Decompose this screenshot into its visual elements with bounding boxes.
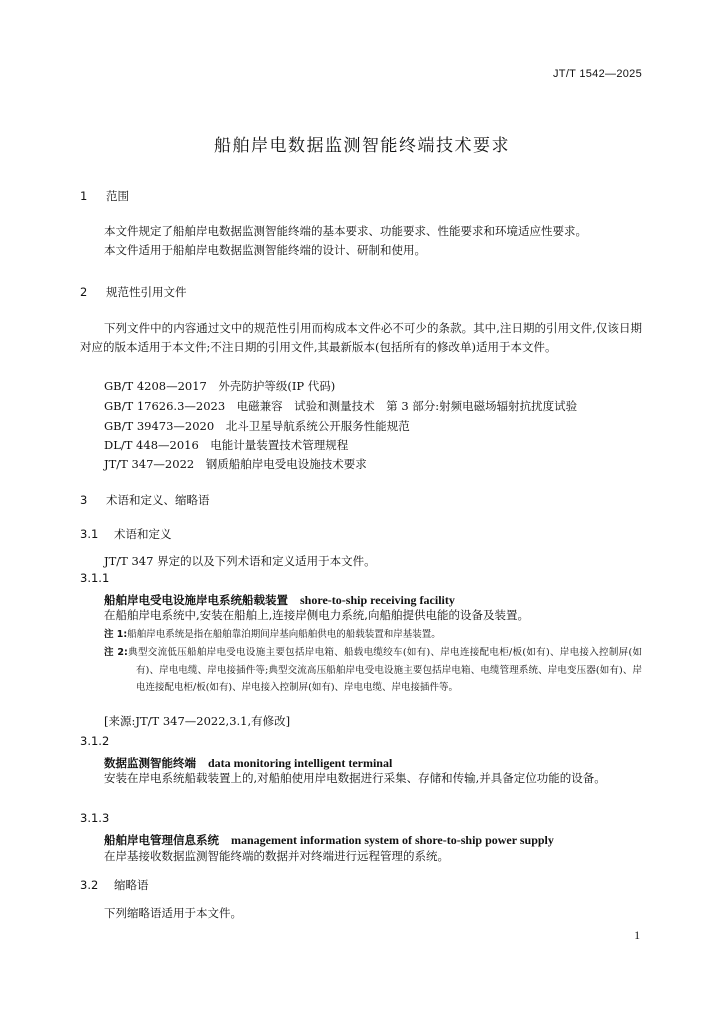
term-number: 3.1.2: [80, 734, 110, 748]
term-english: management information system of shore-to-ship power supply: [231, 833, 554, 847]
term-chinese: 船舶岸电受电设施岸电系统船载装置: [104, 593, 288, 607]
scope-paragraph-1: 本文件规定了船舶岸电数据监测智能终端的基本要求、功能要求、性能要求和环境适应性要求。: [104, 224, 587, 238]
term-english: shore-to-ship receiving facility: [300, 593, 455, 607]
term-definition: 在岸基接收数据监测智能终端的数据并对终端进行远程管理的系统。: [104, 849, 449, 863]
normative-references-intro: 下列文件中的内容通过文中的规范性引用而构成本文件必不可少的条款。其中,注日期的引用文件,仅该日期对应的版本适用于本文件;不注日期的引用文件,其最新版本(包括所有的修改单)适用于本文件。: [80, 321, 642, 354]
note-text: 船舶岸电系统是指在船舶靠泊期间岸基向船舶供电的船载装置和岸基装置。: [127, 629, 441, 640]
term-english: data monitoring intelligent terminal: [208, 756, 393, 770]
section-title: 范围: [106, 189, 129, 203]
term-source: [来源:JT/T 347—2022,3.1,有修改]: [104, 714, 291, 728]
reference-title: 钢质船舶岸电受电设施技术要求: [205, 457, 367, 471]
section-3-1-heading: [80, 526, 172, 542]
note-label: 注 1:: [104, 629, 128, 640]
page-number: 1: [634, 930, 640, 942]
section-title: 缩略语: [114, 878, 149, 892]
reference-title: 外壳防护等级(IP 代码): [218, 379, 336, 393]
reference-code: DL/T 448—2016: [104, 438, 199, 452]
term-chinese: 数据监测智能终端: [104, 756, 196, 770]
section-3-heading: [80, 492, 210, 508]
term-definition: 安装在岸电系统船载装置上的,对船舶使用岸电数据进行采集、存储和传输,并具备定位功能的设备。: [104, 771, 606, 785]
term-number: 3.1.3: [80, 811, 110, 825]
section-number: 2: [80, 285, 88, 299]
reference-title: 电能计量装置技术管理规程: [210, 438, 349, 452]
reference-code: GB/T 17626.3—2023: [104, 399, 226, 413]
term-number: 3.1.1: [80, 571, 110, 585]
section-number: 3.1: [80, 527, 99, 541]
note-text: 典型交流低压船舶岸电受电设施主要包括岸电箱、船载电缆绞车(如有)、岸电连接配电柜/板(如有)、岸电接入控制屏(如有)、岸电电缆、岸电接插件等;典型交流高压船舶岸电受电设施主要包括岸电箱、电缆管理系统、岸电变压器(如有)、岸电连接配电柜/板(如有)、岸电接入控制屏(如有)、岸电电缆、岸电接插件等。: [127, 647, 643, 693]
reference-item: [104, 418, 410, 434]
term-heading: [104, 829, 554, 848]
standard-code: JT/T 1542—2025: [553, 68, 642, 80]
document-title: 船舶岸电数据监测智能终端技术要求: [214, 136, 510, 156]
abbreviations-intro: 下列缩略语适用于本文件。: [104, 906, 242, 920]
reference-item: [104, 437, 348, 453]
section-number: 3.2: [80, 878, 99, 892]
scope-paragraph-2: 本文件适用于船舶岸电数据监测智能终端的设计、研制和使用。: [104, 243, 426, 257]
term-definition: 在船舶岸电系统中,安装在船舶上,连接岸侧电力系统,向船舶提供电能的设备及装置。: [104, 608, 529, 622]
reference-title: 电磁兼容 试验和测量技术 第 3 部分:射频电磁场辐射抗扰度试验: [236, 399, 578, 413]
section-number: 1: [80, 189, 88, 203]
section-3-2-heading: [80, 877, 149, 893]
term-chinese: 船舶岸电管理信息系统: [104, 833, 219, 847]
reference-code: GB/T 4208—2017: [104, 379, 207, 393]
section-title: 术语和定义、缩略语: [106, 493, 210, 507]
note-1: [104, 626, 642, 644]
reference-item: [104, 398, 577, 414]
reference-code: JT/T 347—2022: [104, 457, 195, 471]
section-2-heading: [80, 284, 187, 300]
note-label: 注 2:: [104, 647, 128, 658]
reference-title: 北斗卫星导航系统公开服务性能规范: [225, 419, 410, 433]
note-2: [104, 644, 642, 697]
section-title: 术语和定义: [114, 527, 172, 541]
section-1-heading: [80, 188, 129, 204]
reference-item: [104, 378, 335, 394]
section-number: 3: [80, 493, 88, 507]
terms-intro: JT/T 347 界定的以及下列术语和定义适用于本文件。: [104, 554, 376, 568]
section-title: 规范性引用文件: [106, 285, 187, 299]
reference-code: GB/T 39473—2020: [104, 419, 215, 433]
reference-item: [104, 456, 367, 472]
